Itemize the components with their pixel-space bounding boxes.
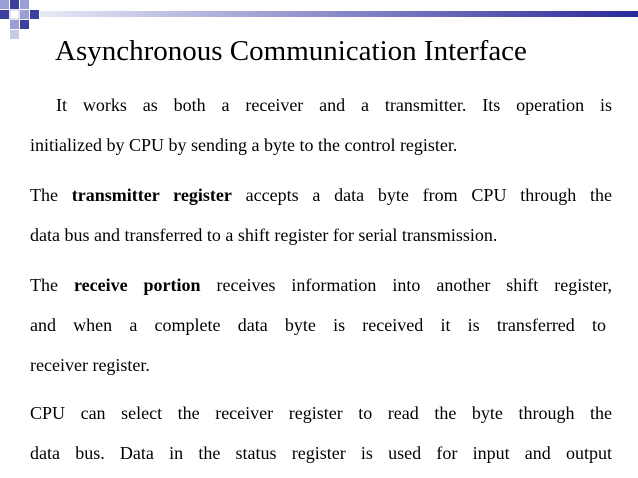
text-run: The: [30, 185, 72, 205]
decoration-square: [10, 20, 19, 29]
paragraph-line: CPU can select the receiver register to read the byte through the: [30, 403, 612, 423]
bold-term: transmitter register: [71, 185, 232, 205]
paragraph-line: and when a complete data byte is received it is transferred to: [30, 315, 606, 335]
text-run: accepts a data byte from CPU through the: [231, 185, 612, 205]
paragraph-transmitter: [30, 175, 612, 255]
decoration-square: [10, 10, 19, 19]
decoration-bar: [40, 11, 638, 17]
decoration-square: [10, 0, 19, 9]
decoration-square: [10, 30, 19, 39]
decoration-square: [30, 10, 39, 19]
paragraph-line: [30, 175, 612, 215]
bold-term: receive portion: [73, 275, 201, 295]
page-title: Asynchronous Communication Interface: [55, 35, 527, 67]
paragraph-line: It works as both a receiver and a transmitter. Its operation is: [56, 95, 612, 115]
paragraph-line: initialized by CPU by sending a byte to the control register.: [30, 135, 458, 155]
paragraph-line: receiver register.: [30, 355, 150, 375]
paragraph-intro: [30, 85, 612, 165]
paragraph-receive: [30, 265, 612, 385]
decoration-square: [0, 10, 9, 19]
text-run: receives information into another shift register,: [200, 275, 612, 295]
paragraph-line: data bus. Data in the status register is used for input and output: [30, 443, 612, 463]
decoration-square: [20, 0, 29, 9]
decoration-square: [20, 10, 29, 19]
text-run: The: [30, 275, 74, 295]
paragraph-line: data bus and transferred to a shift register for serial transmission.: [30, 225, 498, 245]
decoration-square: [0, 0, 9, 9]
decoration-square: [20, 20, 29, 29]
paragraph-line: [30, 265, 612, 305]
paragraph-cpu-select: [30, 393, 612, 473]
